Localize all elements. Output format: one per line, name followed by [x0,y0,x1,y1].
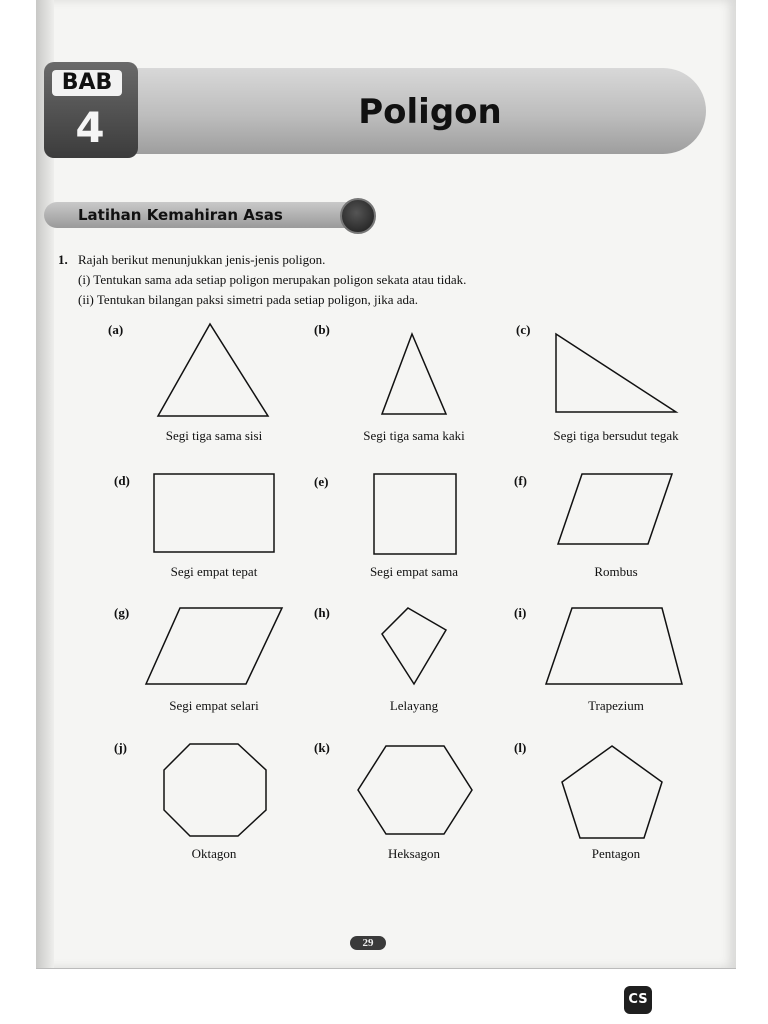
square-icon [370,470,460,556]
section-circle-icon [340,198,376,234]
section-title: Latihan Kemahiran Asas [78,206,283,224]
hexagon-icon [354,742,476,838]
figure-caption: Trapezium [588,698,644,713]
kite-icon [378,604,452,688]
figure-caption: Segi empat selari [169,698,259,713]
figure-caption: Rombus [594,564,638,579]
page-number: 29 [350,936,386,950]
pentagon-icon [556,742,668,842]
figure-letter: (k) [314,740,330,755]
question-stem: Rajah berikut menunjukkan jenis-jenis poligon. [78,252,326,267]
figure-letter: (d) [114,473,130,488]
figure-caption: Heksagon [388,846,440,861]
trapezium-icon [542,604,688,688]
figure-letter: (l) [514,740,527,755]
question-part-i: (i) Tentukan sama ada setiap poligon merupakan poligon sekata atau tidak. [78,272,467,287]
page-bottom-edge [36,968,736,969]
figure-caption: Lelayang [389,698,439,713]
figure-letter: (h) [314,605,330,620]
camscanner-logo-icon: CS [624,986,652,1014]
figure-caption: Segi tiga sama kaki [363,428,465,443]
figure-caption: Segi empat tepat [170,564,258,579]
figure-caption: Oktagon [191,846,237,861]
figure-caption: Segi tiga sama sisi [165,428,263,443]
rhombus-icon [552,470,678,550]
figure-caption: Segi empat sama [369,564,459,579]
question-number: 1. [58,252,68,267]
figure-letter: (b) [314,322,330,337]
rectangle-icon [150,470,280,556]
right-triangle-icon [548,326,684,418]
isosceles-triangle-icon [376,328,456,422]
figure-letter: (g) [114,605,130,620]
equilateral-triangle-icon [150,318,280,422]
figure-caption: Pentagon [591,846,641,861]
figure-letter: (a) [108,322,124,337]
chapter-number: 4 [75,103,105,152]
chapter-label: BAB [61,70,113,95]
figure-letter: (i) [514,605,527,620]
question-part-ii: (ii) Tentukan bilangan paksi simetri pada setiap poligon, jika ada. [78,292,419,307]
octagon-icon [160,740,272,840]
figure-caption: Segi tiga bersudut tegak [553,428,679,443]
figure-letter: (e) [314,474,329,489]
figure-letter: (f) [514,473,527,488]
parallelogram-icon [142,604,288,688]
figure-letter: (j) [114,740,127,755]
figure-letter: (c) [516,322,531,337]
chapter-title: Poligon [358,92,502,132]
